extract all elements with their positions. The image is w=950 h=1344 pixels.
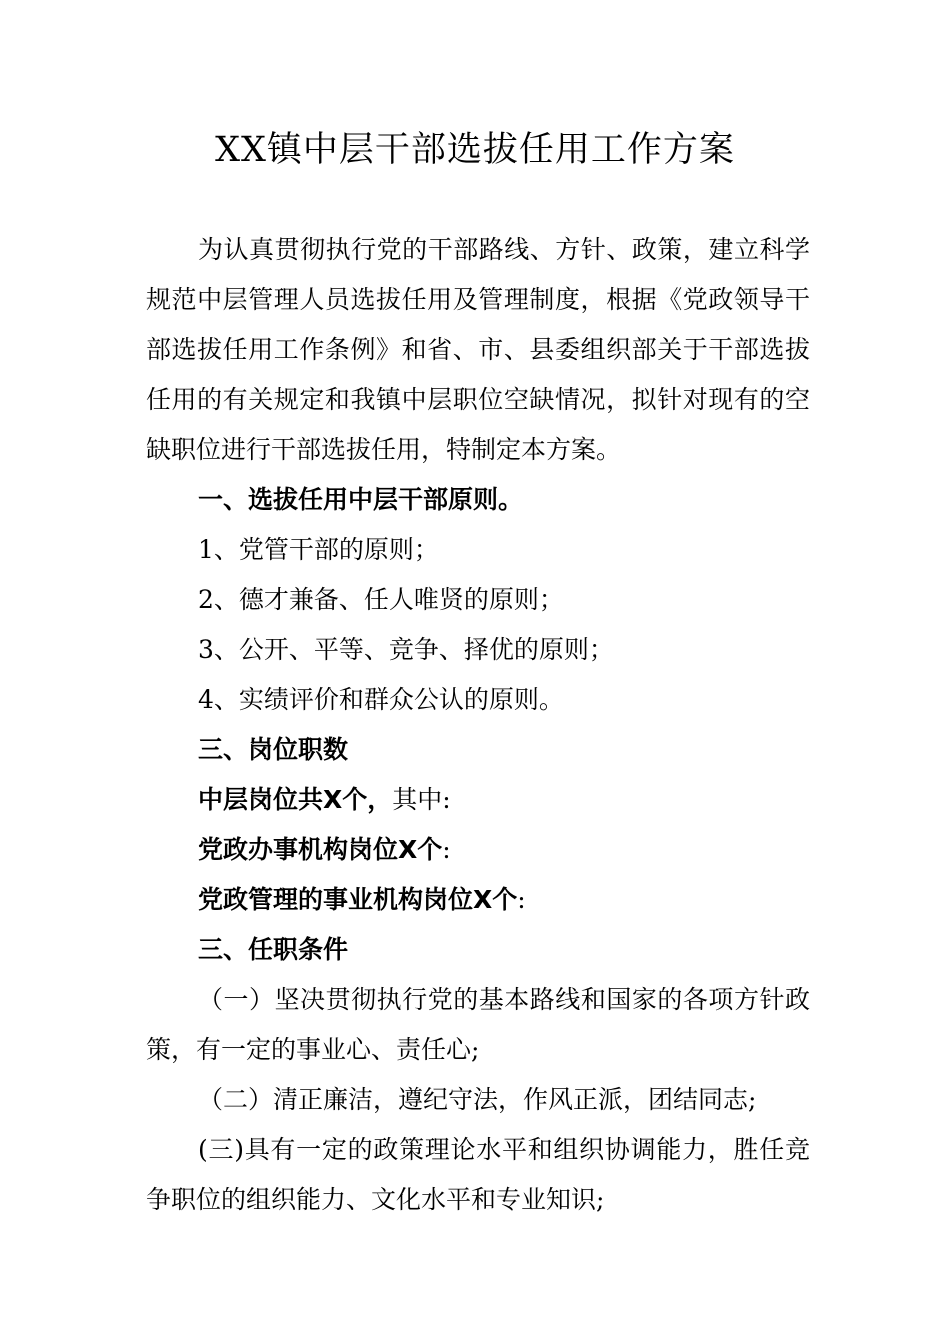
positions-total-suffix: 其中: xyxy=(392,785,451,814)
section-heading-principles: 一、选拔任用中层干部原则。 xyxy=(198,485,524,514)
condition-item: （一）坚决贯彻执行党的基本路线和国家的各项方针政策，有一定的事业心、责任心; xyxy=(146,985,810,1064)
positions-total-label: 中层岗位共X个， xyxy=(198,785,393,814)
positions-admin-line xyxy=(198,875,526,925)
principle-item: 4、实绩评价和群众公认的原则。 xyxy=(198,685,564,714)
section-heading-conditions: 三、任职条件 xyxy=(198,935,349,964)
principle-item: 1、党管干部的原则； xyxy=(198,535,439,564)
positions-admin-label: 党政管理的事业机构岗位X个 xyxy=(198,885,518,914)
positions-admin-suffix: : xyxy=(517,885,526,914)
principle-item: 3、公开、平等、竞争、择优的原则； xyxy=(198,635,614,664)
section-heading-positions: 三、岗位职数 xyxy=(198,735,349,764)
principle-item: 2、德才兼备、任人唯贤的原则； xyxy=(198,585,564,614)
document-title: XX镇中层干部选拔任用工作方案 xyxy=(215,130,735,170)
positions-party-label: 党政办事机构岗位X个 xyxy=(198,835,443,864)
positions-total-line xyxy=(198,775,451,825)
condition-item: (三)具有一定的政策理论水平和组织协调能力，胜任竞争职位的组织能力、文化水平和专业知识; xyxy=(146,1135,810,1214)
positions-party-line xyxy=(198,825,451,875)
condition-item: （二）清正廉洁，遵纪守法，作风正派，团结同志; xyxy=(198,1085,757,1114)
positions-party-suffix: : xyxy=(442,835,451,864)
intro-paragraph: 为认真贯彻执行党的干部路线、方针、政策，建立科学规范中层管理人员选拔任用及管理制度，根据《党政领导干部选拔任用工作条例》和省、市、县委组织部关于干部选拔任用的有关规定和我镇中层职位空缺情况，拟针对现有的空缺职位进行干部选拔任用，特制定本方案。 xyxy=(146,235,810,464)
